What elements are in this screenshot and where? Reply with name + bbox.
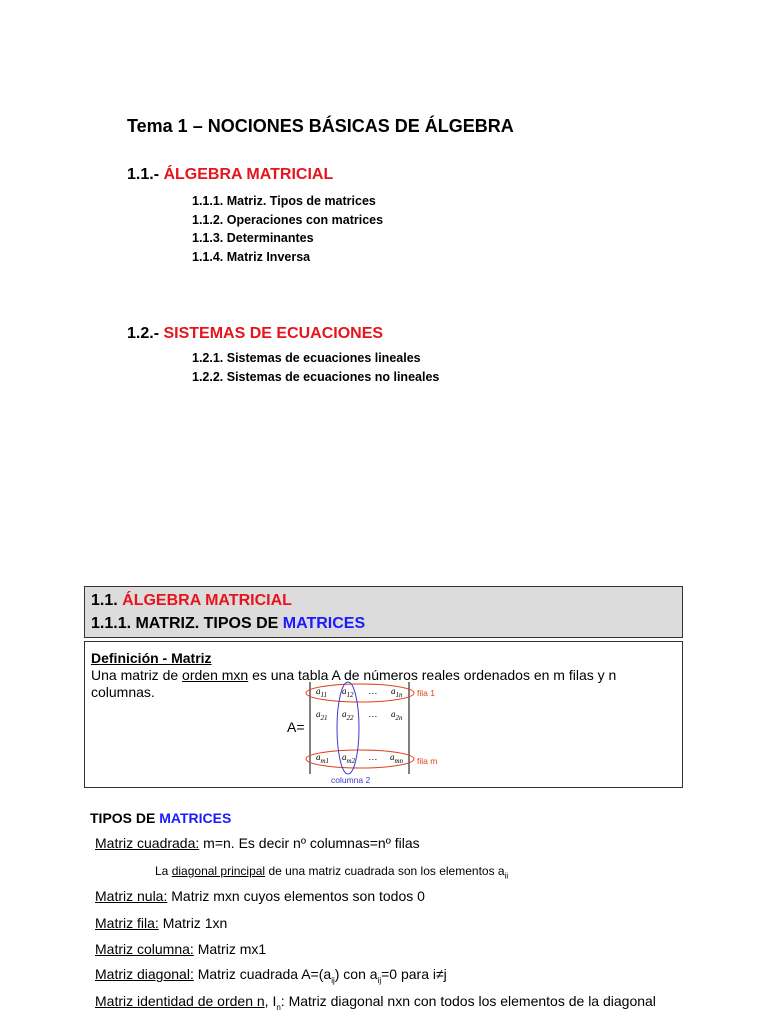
list-item: 1.1.2. Operaciones con matrices xyxy=(192,212,384,227)
section-2-heading xyxy=(127,325,383,343)
diagonal-sub1: ij xyxy=(331,975,335,985)
tipos-heading xyxy=(90,810,231,826)
header-box-blue: MATRICES xyxy=(282,615,366,632)
diagonal-a: Matriz cuadrada A=(a xyxy=(197,966,332,982)
matriz-diagonal-row xyxy=(95,966,447,985)
entry-am1: $a_{m1}$ xyxy=(316,752,330,765)
section-1-name: ÁLGEBRA MATRICIAL xyxy=(163,166,334,183)
entry-a11: $a_{11}$ xyxy=(316,686,327,699)
section-1-list xyxy=(192,192,383,266)
matriz-identidad-label: Matriz identidad de orden n xyxy=(95,993,265,1009)
diag-u: diagonal principal xyxy=(171,864,266,878)
diagonal-sub2: ij xyxy=(377,975,382,985)
identidad-i: , I xyxy=(264,993,277,1009)
list-item: 1.1.4. Matriz Inversa xyxy=(192,249,311,264)
matriz-columna-text: Matriz mx1 xyxy=(197,941,267,957)
matriz-columna-row xyxy=(95,941,266,957)
matrix-diagram xyxy=(85,642,682,787)
matriz-fila-row xyxy=(95,915,227,931)
entry-a12: $a_{12}$ xyxy=(342,686,354,699)
section-2-name: SISTEMAS DE ECUACIONES xyxy=(163,325,384,342)
tipos-heading-b: MATRICES xyxy=(159,810,232,826)
diag-sub: ii xyxy=(504,871,509,881)
section-2-number: 1.2.- xyxy=(127,325,160,342)
fila-m-label: fila m xyxy=(417,756,438,766)
section-1-number: 1.1.- xyxy=(127,166,160,183)
matriz-fila-text: Matriz 1xn xyxy=(162,915,228,931)
definition-text-c: columnas. xyxy=(91,684,155,700)
identidad-sub: n xyxy=(276,1002,281,1012)
matriz-nula-label: Matriz nula: xyxy=(95,888,168,904)
header-box-number: 1.1. xyxy=(91,592,118,609)
entry-a22: $a_{22}$ xyxy=(342,709,354,722)
entry-a1n: $a_{1n}$ xyxy=(391,686,403,699)
matriz-identidad-row xyxy=(95,993,656,1012)
matriz-nula-text: Matriz mxn cuyos elementos son todos 0 xyxy=(171,888,425,904)
list-item: 1.2.2. Sistemas de ecuaciones no lineales xyxy=(192,369,440,384)
list-item: 1.1.3. Determinantes xyxy=(192,231,314,245)
section-1-heading xyxy=(127,166,333,184)
columna-2-label: columna 2 xyxy=(331,775,371,785)
header-box-line2 xyxy=(91,615,365,633)
identidad-text: : Matriz diagonal nxn con todos los elementos de la diagonal xyxy=(280,993,656,1009)
definition-heading: Definición - Matriz xyxy=(91,650,212,666)
matriz-cuadrada-text: m=n. Es decir nº columnas=nº filas xyxy=(203,835,420,851)
entry-a21: $a_{21}$ xyxy=(316,709,328,722)
diagonal-b: ) con a xyxy=(334,966,378,982)
definition-text-u: orden mxn xyxy=(182,667,249,683)
diag-a: La xyxy=(155,864,169,878)
list-item: 1.2.1. Sistemas de ecuaciones lineales xyxy=(192,351,421,365)
diagonal-c: =0 para i≠j xyxy=(381,966,447,982)
matriz-diagonal-label: Matriz diagonal: xyxy=(95,966,194,982)
definition-text-a: Una matriz de xyxy=(91,667,179,683)
entry-dots-1: … xyxy=(369,686,378,696)
entry-dots-3: … xyxy=(369,752,378,762)
definition-text-b: es una tabla A de números reales ordenados en m filas y n xyxy=(252,667,617,683)
diagonal-principal-row xyxy=(155,864,508,880)
definition-box xyxy=(84,641,683,788)
tipos-heading-a: TIPOS DE xyxy=(90,810,156,826)
entry-dots-2: … xyxy=(369,709,378,719)
header-box-prefix: 1.1.1. MATRIZ. TIPOS DE xyxy=(91,615,279,632)
entry-am2: $a_{m2}$ xyxy=(342,752,356,765)
section-2-list xyxy=(192,349,439,386)
list-item: 1.1.1. Matriz. Tipos de matrices xyxy=(192,194,376,208)
matriz-fila-label: Matriz fila: xyxy=(95,915,159,931)
matriz-cuadrada-label: Matriz cuadrada: xyxy=(95,835,200,851)
matriz-nula-row xyxy=(95,888,425,904)
header-box-line1 xyxy=(91,592,292,610)
entry-amn: $a_{mn}$ xyxy=(390,752,404,765)
fila-1-label: fila 1 xyxy=(417,688,435,698)
page-title: Tema 1 – NOCIONES BÁSICAS DE ÁLGEBRA xyxy=(127,116,514,136)
entry-a2n: $a_{2n}$ xyxy=(391,709,403,722)
matrix-label: A= xyxy=(287,719,305,735)
section-header-box xyxy=(84,586,683,638)
header-box-name: ÁLGEBRA MATRICIAL xyxy=(122,592,292,609)
matriz-columna-label: Matriz columna: xyxy=(95,941,194,957)
diag-b: de una matriz cuadrada son los elementos a xyxy=(268,864,505,878)
matriz-cuadrada-row xyxy=(95,835,420,851)
